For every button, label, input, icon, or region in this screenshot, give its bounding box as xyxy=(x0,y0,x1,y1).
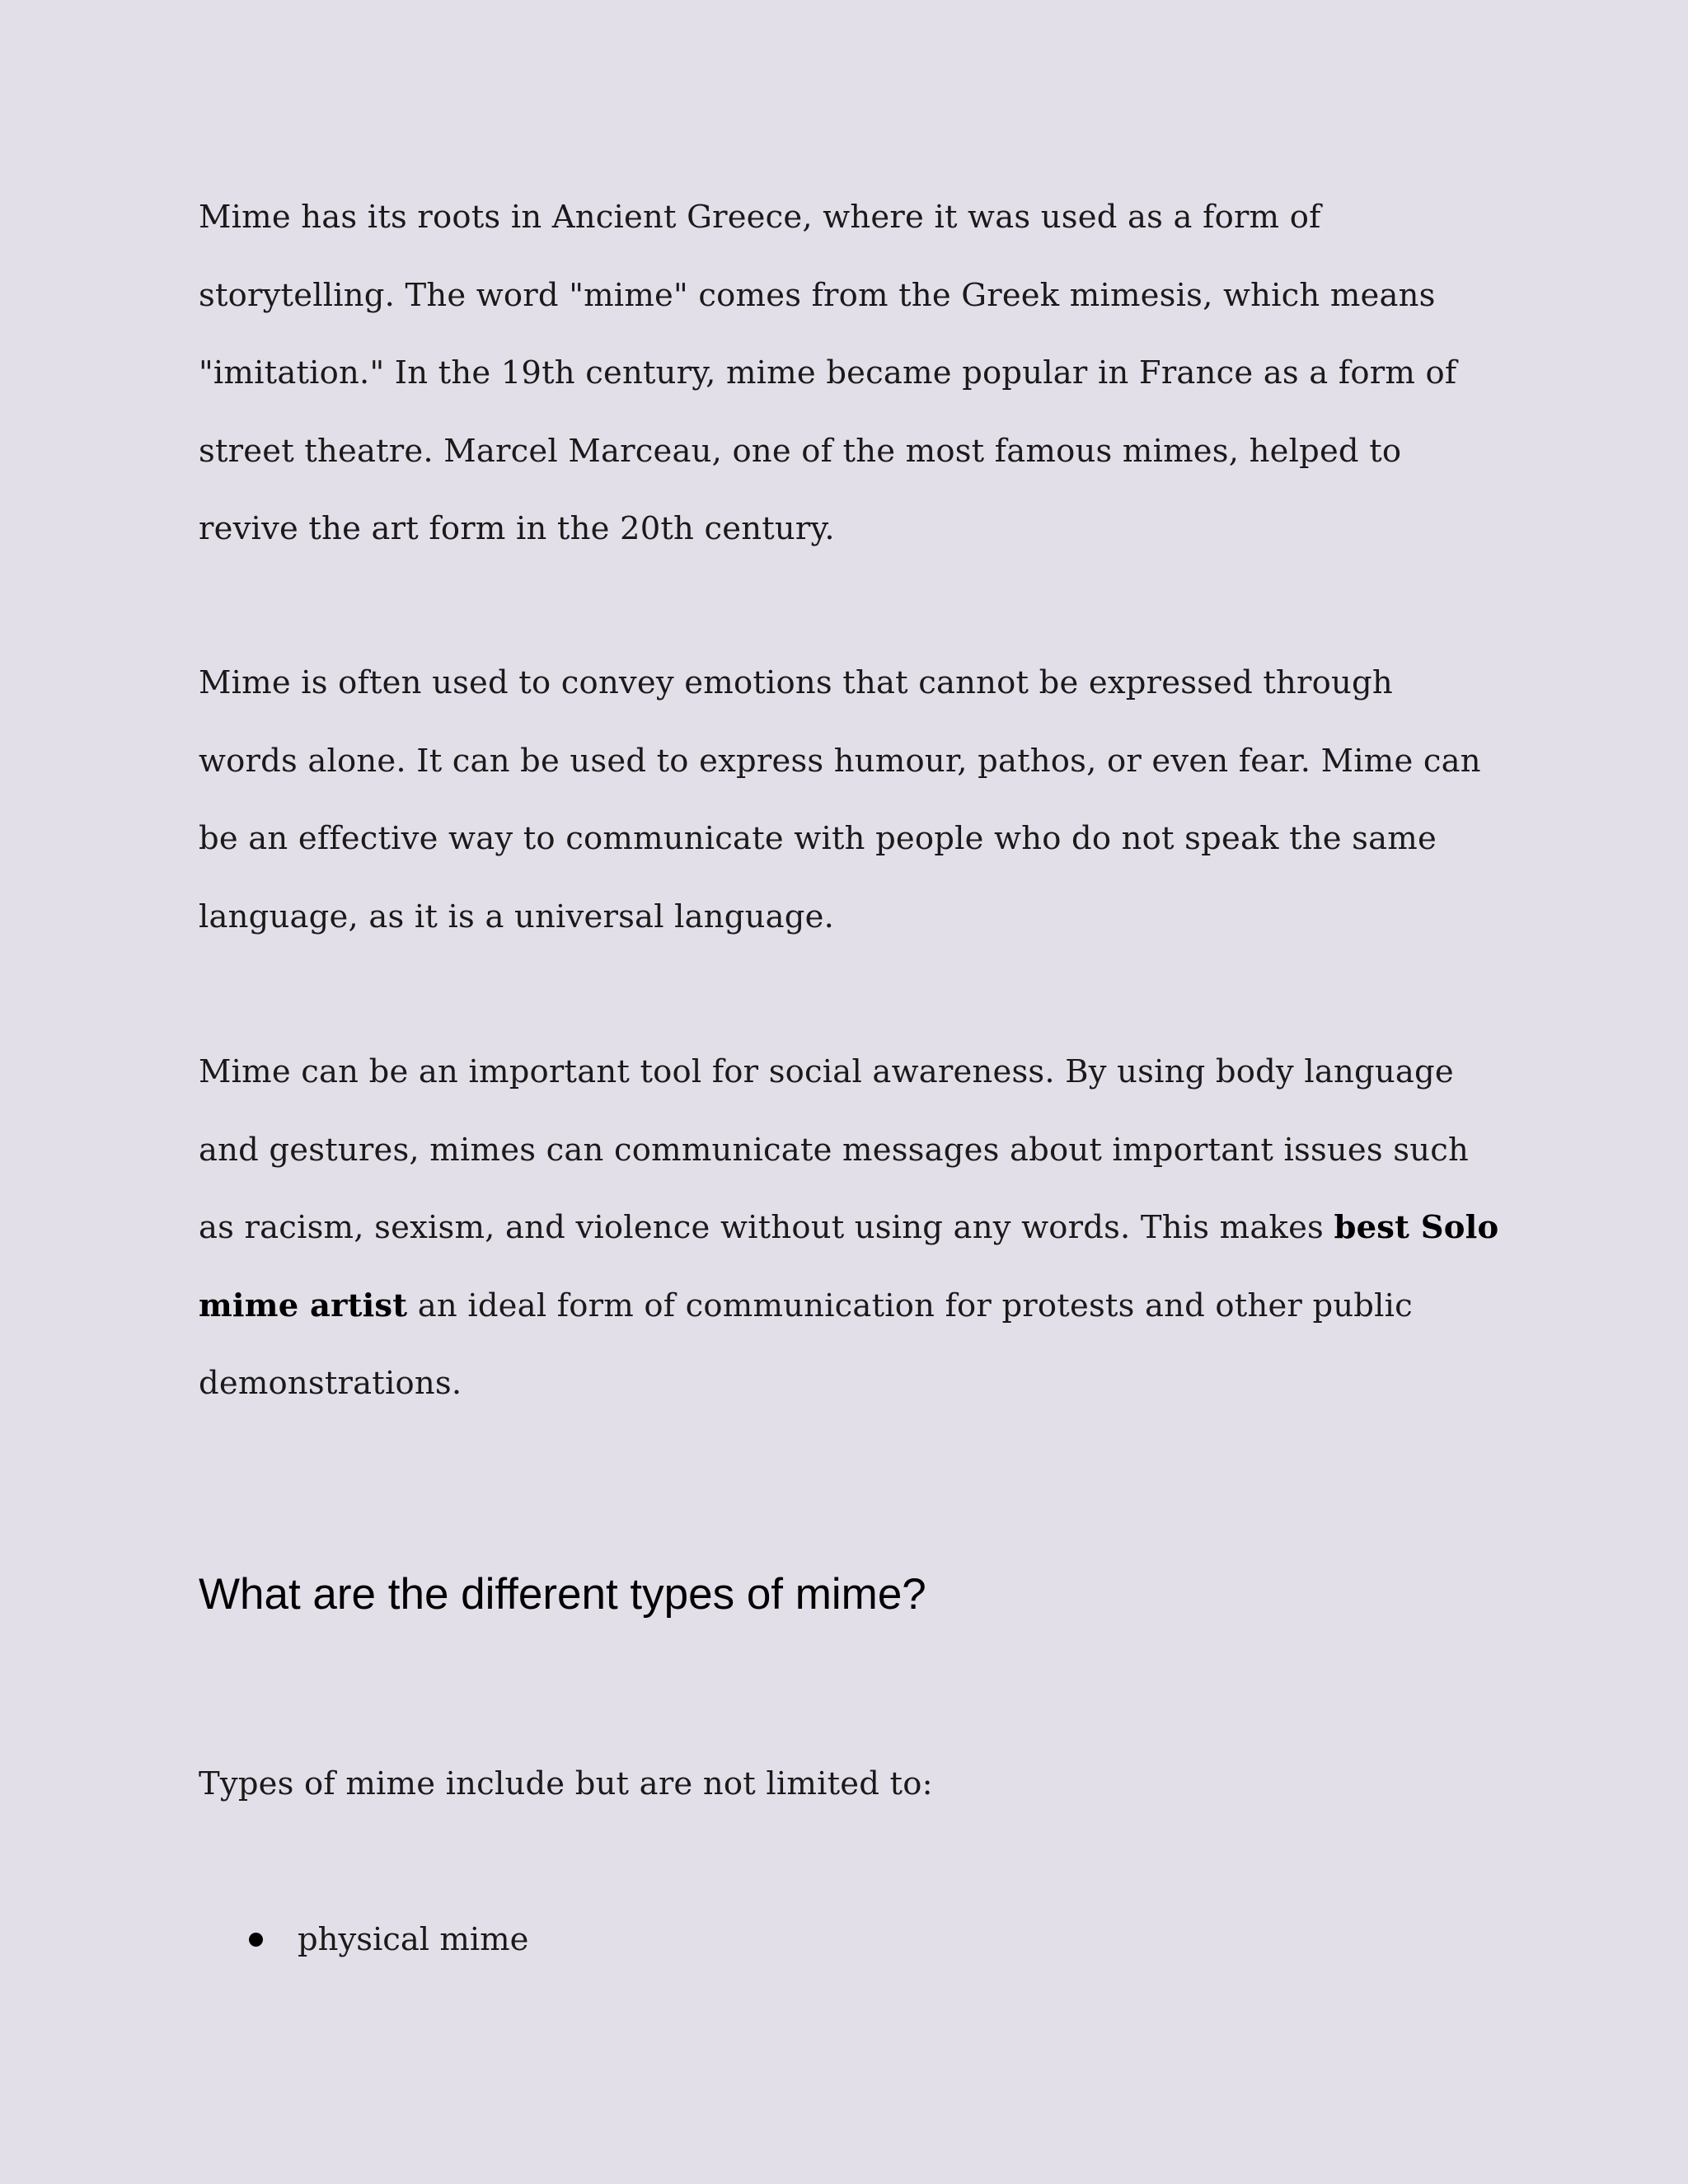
paragraph-mime-history: Mime has its roots in Ancient Greece, where it was used as a form of storytelling. The word "mime" comes from the Greek mimesis, which means "imitation." In the 19th century, mime became popular in France as a form of street theatre. Marcel Marceau, one of the most famous mimes, helped to revive the art form in the 20th century. xyxy=(199,199,1457,547)
bold-phrase: best Solo mime artist xyxy=(199,1209,1499,1324)
paragraph-text-after: an ideal form of communication for protests and other public demonstrations. xyxy=(199,1286,1413,1402)
mime-types-list xyxy=(199,1901,528,1980)
list-intro: Types of mime include but are not limited to: xyxy=(199,1765,933,1802)
paragraph-text-before: Mime can be an important tool for social awareness. By using body language and gestures, mimes can communicate messages about important issues such as racism, sexism, and violence without using any words. This makes xyxy=(199,1053,1469,1246)
list-item xyxy=(199,1901,528,1980)
paragraph-mime-emotions: Mime is often used to convey emotions that cannot be expressed through words alone. It can be used to express humour, pathos, or even fear. Mime can be an effective way to communicate with people who do not speak the same language, as it is a universal language. xyxy=(199,664,1481,935)
section-heading: What are the different types of mime? xyxy=(199,1570,926,1619)
list-item-label: physical mime xyxy=(298,1921,529,1958)
paragraph-mime-social-awareness xyxy=(199,1033,1501,1423)
bullet-icon xyxy=(249,1933,263,1947)
